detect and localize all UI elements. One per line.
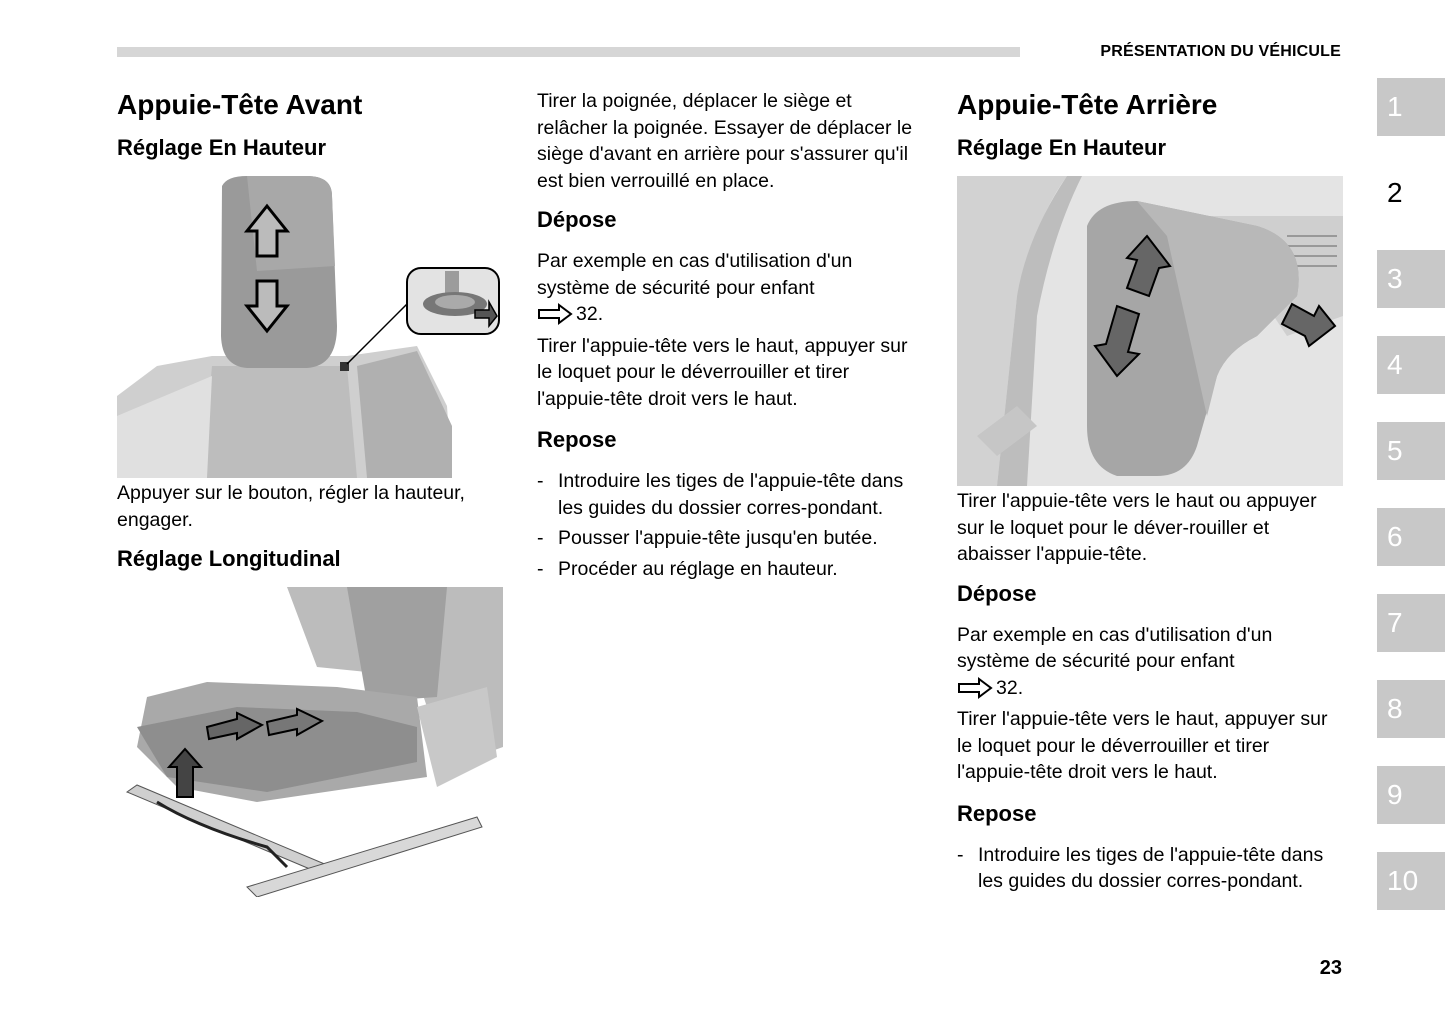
title-rear-headrest: Appuie-Tête Arrière [957,89,1218,120]
header-rule [117,47,1020,57]
seat-adjust-text: Tirer la poignée, déplacer le siège et relâcher la poignée. Essayer de déplacer le siège d'avant en arrière pour s'assurer qu'il est bien verrouillé en place. [537,90,913,192]
column-middle [537,88,922,586]
list-item: - Introduire les tiges de l'appuie-tête dans les guides du dossier corres-pondant. [537,468,922,521]
repose-list [537,468,922,582]
page-number: 23 [1319,957,1342,979]
arrow-right-outline-icon [537,303,573,325]
repose-list [957,842,1347,895]
chapter-tab[interactable]: 6 [1377,508,1445,566]
subtitle-depose: Dépose [537,207,617,232]
depose-text-1: Par exemple en cas d'utilisation d'un système de sécurité pour enfant [537,250,853,299]
subtitle-repose: Repose [957,800,1037,826]
column-rear-headrest [957,88,1347,899]
depose-text-2: Tirer l'appuie-tête vers le haut, appuyer sur le loquet pour le déverrouiller et tirer l'appuie-tête droit vers le haut. [957,708,1328,784]
caption-rear-height: Tirer l'appuie-tête vers le haut ou appuyer sur le loquet pour le déver-rouiller et abaisser l'appuie-tête. [957,490,1317,565]
caption-front-height: Appuyer sur le bouton, régler la hauteur, engager. [117,482,465,531]
list-item: - Pousser l'appuie-tête jusqu'en butée. [537,525,922,552]
rear-headrest-illustration [957,176,1343,486]
subtitle-longitudinal: Réglage Longitudinal [117,546,341,571]
section-title: PRÉSENTATION DU VÉHICULE [1100,43,1341,60]
chapter-tab-active[interactable]: 2 [1377,164,1445,222]
chapter-tab[interactable]: 4 [1377,336,1445,394]
list-item: - Introduire les tiges de l'appuie-tête dans les guides du dossier corres-pondant. [957,842,1347,895]
chapter-tab[interactable]: 9 [1377,766,1445,824]
xref-page: 32. [996,676,1024,699]
column-front-headrest [117,88,507,897]
subtitle-depose: Dépose [957,580,1037,606]
chapter-tab[interactable]: 3 [1377,250,1445,308]
subtitle-height-adjust: Réglage En Hauteur [117,135,327,160]
chapter-tab[interactable]: 5 [1377,422,1445,480]
front-headrest-illustration [117,176,503,478]
chapter-tab[interactable]: 10 [1377,852,1445,910]
depose-text [957,622,1347,786]
depose-text-1: Par exemple en cas d'utilisation d'un système de sécurité pour enfant [957,623,1273,672]
arrow-right-outline-icon [957,677,993,699]
list-item: - Procéder au réglage en hauteur. [537,556,922,583]
subtitle-height-adjust: Réglage En Hauteur [957,135,1167,160]
depose-text-2: Tirer l'appuie-tête vers le haut, appuyer sur le loquet pour le déverrouiller et tirer l'appuie-tête droit vers le haut. [537,334,908,410]
depose-text [537,248,922,412]
chapter-tab[interactable]: 7 [1377,594,1445,652]
xref-page: 32. [576,303,604,325]
subtitle-repose: Repose [537,427,617,453]
title-front-headrest: Appuie-Tête Avant [117,89,363,120]
xref-link[interactable] [957,675,1023,702]
chapter-tab[interactable]: 8 [1377,680,1445,738]
xref-link[interactable] [537,301,603,328]
seat-longitudinal-illustration [117,587,503,897]
chapter-tab[interactable]: 1 [1377,78,1445,136]
